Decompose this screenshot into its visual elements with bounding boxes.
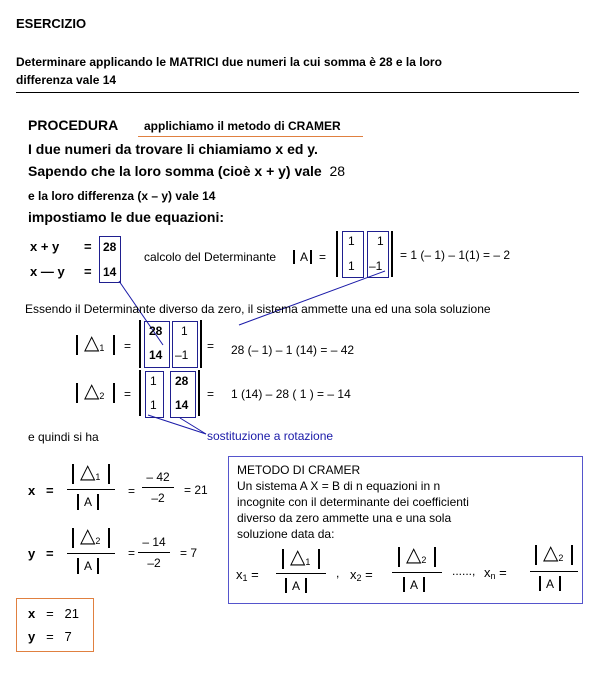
cramer-x1-delta-icon: $\triangle_1$: [290, 546, 311, 568]
delta2-a11: 1: [150, 374, 157, 388]
det-equals: =: [319, 250, 327, 264]
x-den-bar-right: [97, 494, 99, 510]
procedure-line-2: Sapendo che la loro somma (cioè x + y) vale 28: [28, 163, 346, 179]
delta2-a12: 28: [175, 374, 189, 388]
delta1-a22: –1: [175, 348, 189, 362]
y-value-fraction-line: [138, 552, 170, 553]
procedure-line-1: I due numeri da trovare li chiamiamo x ed y.: [28, 141, 318, 157]
delta1-a11: 28: [149, 324, 163, 338]
delta1-matrix-bar-right: [200, 320, 202, 368]
x-delta-icon: $\triangle_1$: [80, 461, 101, 483]
delta2-matrix-bar-right: [198, 370, 200, 416]
procedure-method: applichiamo il metodo di CRAMER: [144, 119, 341, 133]
delta1-triangle-icon: $\triangle_1$: [84, 332, 105, 354]
equation-1-equals: =: [84, 239, 92, 254]
known-term-1: 28: [103, 240, 117, 254]
delta2-equals-2: =: [207, 387, 215, 401]
cramer-title: METODO DI CRAMER: [237, 463, 361, 477]
solution-x-var: x: [28, 483, 36, 498]
cramer-xn-bar-right: [571, 545, 573, 565]
cramer-x1-den-bar-left: [285, 578, 287, 593]
final-x: x = 21: [28, 606, 79, 621]
matrix-a21: 1: [348, 259, 355, 273]
cramer-x1-bar-left: [282, 549, 284, 569]
cramer-xn-den: A: [546, 577, 555, 591]
cramer-x1-den: A: [292, 579, 301, 593]
cramer-x2-den-bar-left: [403, 577, 405, 592]
y-fraction-line: [67, 553, 115, 554]
x-equals-2: =: [128, 484, 136, 498]
delta1-bar-left: [76, 335, 78, 355]
x-result: = 21: [184, 483, 208, 497]
rotation-note: sostituzione a rotazione: [207, 429, 334, 443]
cramer-x2: $x_2$ =: [350, 567, 373, 583]
delta1-equals-2: =: [207, 339, 215, 353]
hence-text: e quindi si ha: [28, 430, 99, 444]
cramer-xn-delta-icon: $\triangle_2$: [543, 542, 564, 564]
abs-bar-left: [293, 250, 295, 264]
matrix-bar-left: [336, 231, 338, 277]
cramer-xn-bar-left: [535, 545, 537, 565]
cramer-x1-den-bar-right: [305, 578, 307, 593]
delta1-matrix-bar-left: [139, 320, 141, 368]
delta1-equals: =: [124, 339, 132, 353]
procedure-line-3: e la loro differenza (x – y) vale 14: [28, 189, 216, 203]
matrix-a12: 1: [377, 234, 384, 248]
x-num-bar-left: [72, 464, 74, 484]
delta2-matrix-bar-left: [139, 370, 141, 416]
cramer-x2-bar-right: [434, 547, 436, 567]
header-divider: [16, 92, 579, 93]
y-den-bar-right: [97, 558, 99, 574]
y-value-den: –2: [147, 556, 161, 570]
equation-2-equals: =: [84, 264, 92, 279]
determinant-result: = 1 (– 1) – 1(1) = – 2: [400, 248, 511, 262]
solution-y-var: y: [28, 546, 36, 561]
exercise-title: ESERCIZIO: [16, 16, 87, 31]
delta1-bar-right: [113, 335, 115, 355]
cramer-line-2: incognite con il determinante dei coefficienti: [237, 495, 469, 509]
cramer-x2-den: A: [410, 578, 419, 592]
cramer-xn-den-bar-left: [539, 576, 541, 591]
x-value-num: – 42: [146, 470, 170, 484]
y-den-A: A: [84, 559, 93, 573]
delta2-bar-right: [113, 383, 115, 403]
cramer-line-1: Un sistema A X = B di n equazioni in n: [237, 479, 441, 493]
delta1-result: 28 (– 1) – 1 (14) = – 42: [231, 343, 355, 357]
task-line-2: differenza vale 14: [16, 73, 117, 87]
solution-x-equals: =: [46, 483, 54, 498]
x-value-fraction-line: [142, 487, 174, 488]
cramer-x1-fraction-line: [276, 573, 326, 574]
x-fraction-line: [67, 489, 115, 490]
y-result: = 7: [180, 546, 198, 560]
matrix-a22: –1: [369, 259, 383, 273]
procedure-label: PROCEDURA: [28, 117, 119, 133]
delta2-equals: =: [124, 387, 132, 401]
solution-y-equals: =: [46, 546, 54, 561]
cramer-xn-den-bar-right: [559, 576, 561, 591]
cramer-x2-fraction-line: [392, 572, 442, 573]
cramer-line-4: soluzione data da:: [237, 527, 335, 541]
delta2-a22: 14: [175, 398, 189, 412]
y-value-num: – 14: [142, 535, 166, 549]
x-num-bar-right: [108, 464, 110, 484]
y-equals-2: =: [128, 546, 136, 560]
x-den-A: A: [84, 495, 93, 509]
y-den-bar-left: [77, 558, 79, 574]
method-underline: [138, 136, 363, 137]
matrix-a11: 1: [348, 234, 355, 248]
cramer-x1-bar-right: [318, 549, 320, 569]
matrix-bar-right: [391, 231, 393, 277]
procedure-line-4: impostiamo le due equazioni:: [28, 209, 225, 225]
cramer-x1: $x_1$ =: [236, 567, 259, 583]
cramer-x2-den-bar-right: [423, 577, 425, 592]
nonzero-note: Essendo il Determinante diverso da zero, il sistema ammette una ed una sola soluzione: [25, 302, 491, 316]
cramer-x2-bar-left: [398, 547, 400, 567]
y-num-bar-right: [108, 528, 110, 548]
known-term-2: 14: [103, 265, 117, 279]
det-symbol-A: A: [300, 250, 309, 264]
final-y: y = 7: [28, 629, 72, 644]
cramer-xn-fraction-line: [530, 571, 578, 572]
task-line-1: Determinare applicando le MATRICI due numeri la cui somma è 28 e la loro: [16, 55, 442, 69]
cramer-line-3: diverso da zero ammette una e una sola: [237, 511, 452, 525]
delta1-a12: 1: [181, 324, 188, 338]
abs-bar-right: [310, 250, 312, 264]
equation-2-lhs: x — y: [30, 264, 65, 279]
cramer-x2-delta-icon: $\triangle_2$: [406, 544, 427, 566]
determinant-label: calcolo del Determinante: [144, 250, 277, 264]
cramer-sep-2: ......,: [452, 564, 476, 578]
x-value-den: –2: [151, 491, 165, 505]
delta2-bar-left: [76, 383, 78, 403]
y-delta-icon: $\triangle_2$: [80, 525, 101, 547]
cramer-sep-1: ,: [336, 566, 340, 580]
delta2-result: 1 (14) – 28 ( 1 ) = – 14: [231, 387, 351, 401]
delta2-a21: 1: [150, 398, 157, 412]
delta2-triangle-icon: $\triangle_2$: [84, 380, 105, 402]
x-den-bar-left: [77, 494, 79, 510]
equation-1-lhs: x + y: [30, 239, 60, 254]
delta1-a21: 14: [149, 348, 163, 362]
cramer-xn: $x_n$ =: [484, 565, 507, 581]
y-num-bar-left: [72, 528, 74, 548]
